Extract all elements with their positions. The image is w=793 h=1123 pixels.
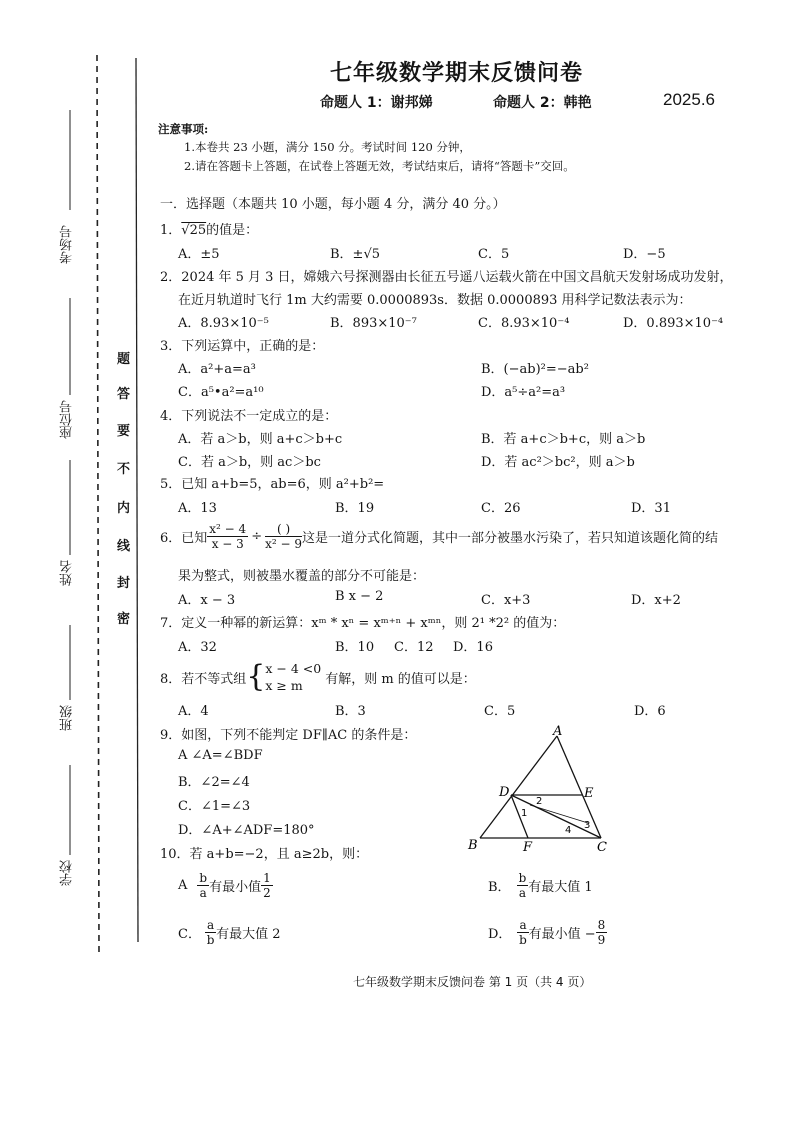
seal-char: 密 xyxy=(117,612,131,627)
q1-number: 1． xyxy=(160,223,182,238)
q7-option-c: C．12 xyxy=(394,640,434,655)
q8-option-b: B．3 xyxy=(335,704,366,719)
q10-d-num: a xyxy=(519,918,527,932)
q9-option-b: B．∠2=∠4 xyxy=(178,775,250,790)
q8-stem: 有解，则 m 的值可以是： xyxy=(325,671,476,687)
q6-stem: 这是一道分式化简题，其中一部分被墨水污染了，若只知道该题化简的结 xyxy=(302,531,719,546)
seal-char: 题 xyxy=(117,352,131,367)
q2-option-b: B．893×10⁻⁷ xyxy=(330,316,417,331)
question-8 xyxy=(160,660,476,694)
geometry-figure xyxy=(460,725,620,855)
q10-d-val-num: 8 xyxy=(597,918,606,932)
angle-2-label: 2 xyxy=(536,796,543,807)
q6-option-b: B x − 2 xyxy=(335,589,384,604)
q10-b-letter: B． xyxy=(488,880,511,895)
q2-line-1: 2．2024 年 5 月 3 日，嫦娥六号探测器由长征五号遥八运载火箭在中国文昌航天发射场成功发射， xyxy=(160,270,733,285)
q7-option-d: D．16 xyxy=(453,640,493,655)
section-heading: 一．选择题（本题共 10 小题，每小题 4 分，满分 40 分。） xyxy=(160,197,506,212)
notice-line-2: 2.请在答题卡上答题，在试卷上答题无效，考试结束后，请将“答题卡”交回。 xyxy=(184,159,575,173)
q5-option-a: A．13 xyxy=(178,501,217,516)
q10-b-fraction xyxy=(517,871,529,900)
q4-option-d: D．若 ac²＞bc²，则 a＞b xyxy=(481,455,635,470)
point-B-label: B xyxy=(468,838,478,853)
q1-stem: 的值是： xyxy=(206,223,259,238)
q10-d-value xyxy=(596,918,608,947)
q7-option-a: A．32 xyxy=(178,640,217,655)
xingming-label: 姓名 xyxy=(60,560,75,586)
point-D-label: D xyxy=(499,785,510,800)
q6-f1-num: x² − 4 xyxy=(209,522,247,536)
q8-row-2: x ≥ m xyxy=(265,678,303,693)
q9-stem: 9．如图，下列不能判定 DF∥AC 的条件是： xyxy=(160,728,417,743)
q10-a-text: 有最小值 xyxy=(209,880,262,895)
q6-line-2: 果为整式，则被墨水覆盖的部分不可能是： xyxy=(178,569,426,584)
q8-prefix: 8．若不等式组 xyxy=(160,671,247,687)
author-2: 命题人 2：韩艳 xyxy=(493,95,592,111)
q10-d-fraction xyxy=(517,918,528,947)
kaochang-label: 考场号 xyxy=(60,225,75,264)
q10-b-num: b xyxy=(518,871,527,885)
q5-option-c: C．26 xyxy=(481,501,521,516)
q9-option-a: A ∠A=∠BDF xyxy=(178,748,263,763)
q2-option-c: C．8.93×10⁻⁴ xyxy=(478,316,570,331)
q3-option-b: B．(−ab)²=−ab² xyxy=(481,362,589,377)
q7-stem: 7．定义一种幂的新运算：xᵐ * xⁿ = xᵐ⁺ⁿ + xᵐⁿ，则 2¹ *2² 的值为： xyxy=(160,616,566,631)
xuexiao-label: 学校 xyxy=(60,860,75,886)
q3-option-d: D．a⁵÷a²=a³ xyxy=(481,385,566,400)
seal-char: 封 xyxy=(117,576,131,591)
q10-option-d xyxy=(488,918,607,947)
q5-option-b: B．19 xyxy=(335,501,375,516)
q10-d-letter: D． xyxy=(488,927,512,942)
author-1: 命题人 1：谢邦娣 xyxy=(320,95,433,111)
seal-char: 线 xyxy=(117,539,131,554)
q10-a-den: a xyxy=(199,886,207,900)
q10-option-c xyxy=(178,918,281,947)
angle-4-label: 4 xyxy=(565,825,572,836)
q9-option-d: D．∠A+∠ADF=180° xyxy=(178,823,315,838)
q7-option-b: B．10 xyxy=(335,640,375,655)
seal-line xyxy=(136,58,138,942)
q1-option-b: B．±√5 xyxy=(330,247,381,262)
q10-d-text: 有最小值 − xyxy=(528,927,596,942)
q10-c-text: 有最大值 2 xyxy=(216,927,281,942)
q8-row-1: x − 4 <0 xyxy=(265,661,322,676)
q10-option-b xyxy=(488,871,593,900)
q6-f2-den: x² − 9 xyxy=(265,537,302,551)
seal-char: 要 xyxy=(117,424,131,439)
point-C-label: C xyxy=(597,840,607,855)
segment-AB xyxy=(480,736,557,838)
q6-fraction-2 xyxy=(265,522,302,551)
q6-f2-num: ( ) xyxy=(265,522,302,537)
q2-line-2: 在近月轨道时飞行 1m 大约需要 0.0000893s．数据 0.0000893 用科学记数法表示为： xyxy=(178,293,692,308)
q10-a-fraction xyxy=(197,871,209,900)
q8-option-c: C．5 xyxy=(484,704,516,719)
q9-option-c: C．∠1=∠3 xyxy=(178,799,251,814)
q10-a-num: b xyxy=(199,871,208,885)
q10-c-fraction xyxy=(205,918,216,947)
point-F-label: F xyxy=(523,840,533,855)
q10-stem: 10．若 a+b=−2，且 a≥2b，则： xyxy=(160,847,369,862)
page-footer: 七年级数学期末反馈问卷 第 1 页（共 4 页） xyxy=(353,975,592,989)
seal-char: 内 xyxy=(117,501,131,516)
q4-option-a: A．若 a＞b，则 a+c＞b+c xyxy=(178,432,343,447)
point-E-label: E xyxy=(584,786,594,801)
angle-3-label: 3 xyxy=(584,820,591,831)
q1-option-c: C．5 xyxy=(478,247,510,262)
q4-option-c: C．若 a＞b，则 ac＞bc xyxy=(178,455,321,470)
page-title: 七年级数学期末反馈问卷 xyxy=(330,61,584,86)
q4-option-b: B．若 a+c＞b+c，则 a＞b xyxy=(481,432,646,447)
q6-prefix: 6．已知 xyxy=(160,531,208,546)
q1-option-d: D．−5 xyxy=(623,247,666,262)
q10-d-val-den: 9 xyxy=(597,933,606,947)
q6-option-c: C．x+3 xyxy=(481,593,531,608)
q4-stem: 4．下列说法不一定成立的是： xyxy=(160,409,338,424)
q10-b-text: 有最大值 1 xyxy=(528,880,593,895)
segment-AC xyxy=(557,736,601,838)
q10-a-letter: A xyxy=(178,878,188,893)
sidebar-lines xyxy=(0,0,160,1123)
q5-option-d: D．31 xyxy=(631,501,671,516)
q8-option-d: D．6 xyxy=(634,704,666,719)
q10-c-letter: C． xyxy=(178,927,201,942)
q6-option-d: D．x+2 xyxy=(631,593,681,608)
zuowei-label: 座位号 xyxy=(60,400,75,439)
dashed-cut-line xyxy=(97,55,99,955)
q10-option-a xyxy=(178,871,273,900)
q8-system xyxy=(265,660,321,694)
q1-option-a: A．±5 xyxy=(178,247,220,262)
q8-option-a: A．4 xyxy=(178,704,209,719)
q5-stem: 5．已知 a+b=5，ab=6，则 a²+b²= xyxy=(160,477,385,492)
angle-1-label: 1 xyxy=(521,808,528,819)
q10-a-val-num: 1 xyxy=(263,871,271,885)
q10-c-num: a xyxy=(206,918,215,932)
q2-option-a: A．8.93×10⁻⁵ xyxy=(178,316,269,331)
seal-char: 答 xyxy=(117,387,131,402)
q3-option-a: A．a²+a=a³ xyxy=(178,362,256,377)
q10-a-val-den: 2 xyxy=(263,886,271,900)
q10-d-den: b xyxy=(519,933,527,947)
point-A-label: A xyxy=(553,725,563,739)
q1-sqrt: √25 xyxy=(181,223,207,238)
q6-option-a: A．x − 3 xyxy=(178,593,236,608)
q3-stem: 3．下列运算中，正确的是： xyxy=(160,339,325,354)
q3-option-c: C．a⁵•a²=a¹⁰ xyxy=(178,385,264,400)
q10-b-den: a xyxy=(518,886,526,900)
notice-line-1: 1.本卷共 23 小题，满分 150 分。考试时间 120 分钟， xyxy=(184,140,471,154)
q8-brace: { xyxy=(246,659,266,694)
aux-line xyxy=(530,805,588,823)
question-1 xyxy=(160,219,258,238)
q10-a-value xyxy=(261,871,273,900)
exam-date: 2025.6 xyxy=(663,90,715,109)
q6-fraction-1 xyxy=(207,522,248,551)
q10-c-den: b xyxy=(206,933,215,947)
seal-char: 不 xyxy=(117,462,131,477)
q6-divide: ÷ xyxy=(251,529,263,544)
q2-option-d: D．0.893×10⁻⁴ xyxy=(623,316,724,331)
banji-label: 班级 xyxy=(60,705,75,731)
notice-heading: 注意事项: xyxy=(158,122,209,136)
q6-f1-den: x − 3 xyxy=(211,537,244,551)
question-6 xyxy=(160,522,718,551)
